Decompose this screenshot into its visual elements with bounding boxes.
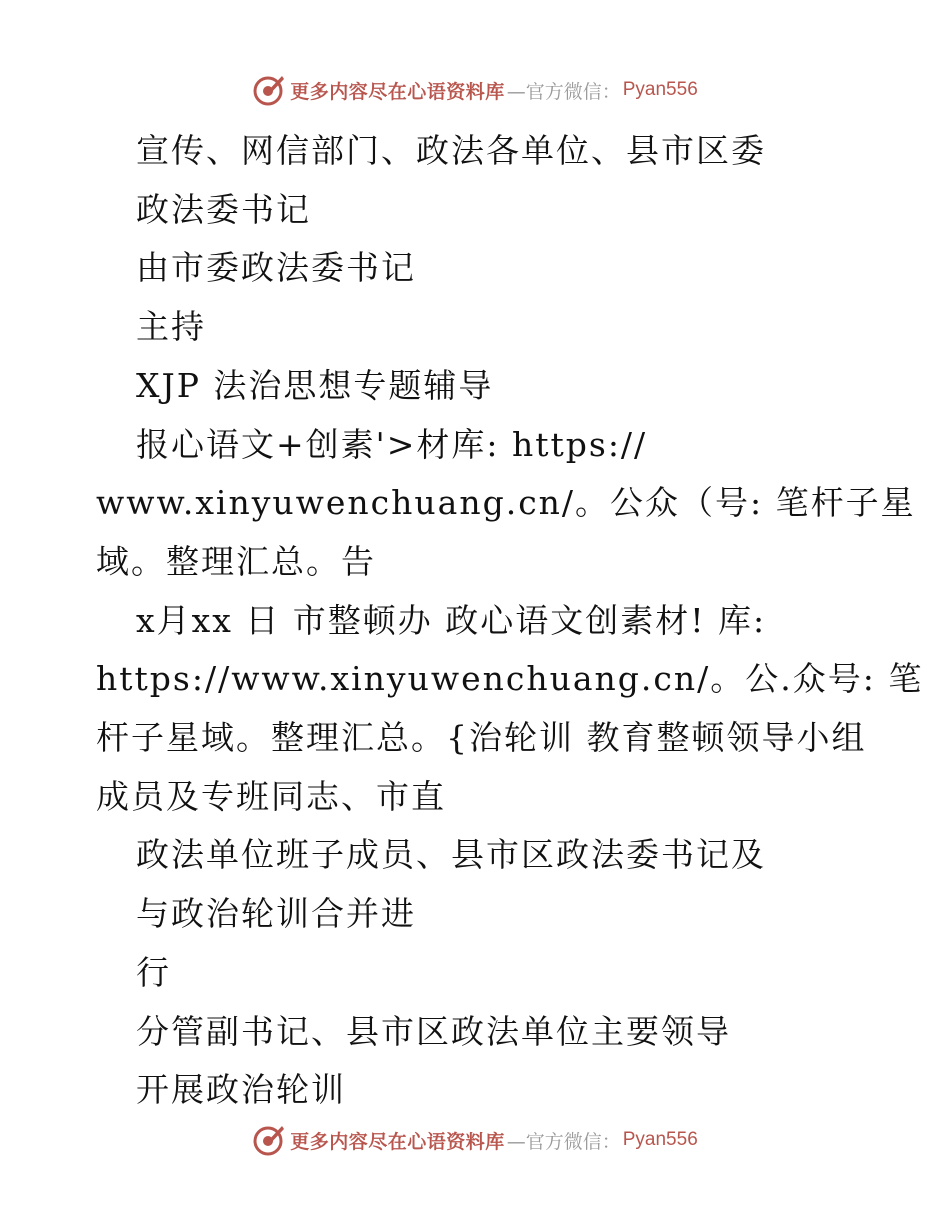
banner-wechat-id: Pyan556 <box>622 1129 698 1150</box>
text-line: www.xinyuwenchuang.cn/。公众（号: 笔杆子星 <box>96 483 916 523</box>
header-banner-inner <box>252 73 698 107</box>
text-line: 由市委政法委书记 <box>136 248 416 288</box>
header-banner <box>0 70 950 110</box>
text-line: 与政治轮训合并进 <box>136 894 416 934</box>
text-line: 主持 <box>136 307 206 347</box>
text-line: 开展政治轮训 <box>136 1070 346 1110</box>
text-line: XJP 法治思想专题辅导 <box>136 365 494 405</box>
quill-logo-icon <box>252 1123 286 1157</box>
quill-logo-icon <box>252 73 286 107</box>
footer-banner-inner <box>252 1123 698 1157</box>
text-line: 杆子星域。整理汇总。{治轮训 教育整顿领导小组 <box>96 718 867 758</box>
text-line: 政法委书记 <box>136 189 311 229</box>
document-body <box>96 122 924 1120</box>
text-line: 宣传、网信部门、政法各单位、县市区委 <box>136 131 766 170</box>
text-line: 分管副书记、县市区政法单位主要领导 <box>136 1011 731 1051</box>
banner-title: 更多内容尽在心语资料库 <box>290 1130 505 1153</box>
text-line: 域。整理汇总。告 <box>96 541 376 581</box>
banner-wechat-id: Pyan556 <box>622 79 698 100</box>
text-line: 成员及专班同志、市直 <box>96 776 446 816</box>
banner-subtitle: —官方微信： <box>506 1130 621 1153</box>
text-line: 行 <box>136 952 171 992</box>
text-line: 报心语文+创素'>材库: https:// <box>136 424 648 464</box>
text-line: 政法单位班子成员、县市区政法委书记及 <box>136 835 766 875</box>
banner-subtitle: —官方微信： <box>506 80 621 103</box>
text-line: x月xx 日 市整顿办 政心语文创素材! 库: <box>136 600 767 640</box>
banner-title: 更多内容尽在心语资料库 <box>290 80 505 103</box>
text-line: https://www.xinyuwenchuang.cn/。公.众号: 笔 <box>96 659 924 699</box>
footer-banner <box>0 1120 950 1160</box>
